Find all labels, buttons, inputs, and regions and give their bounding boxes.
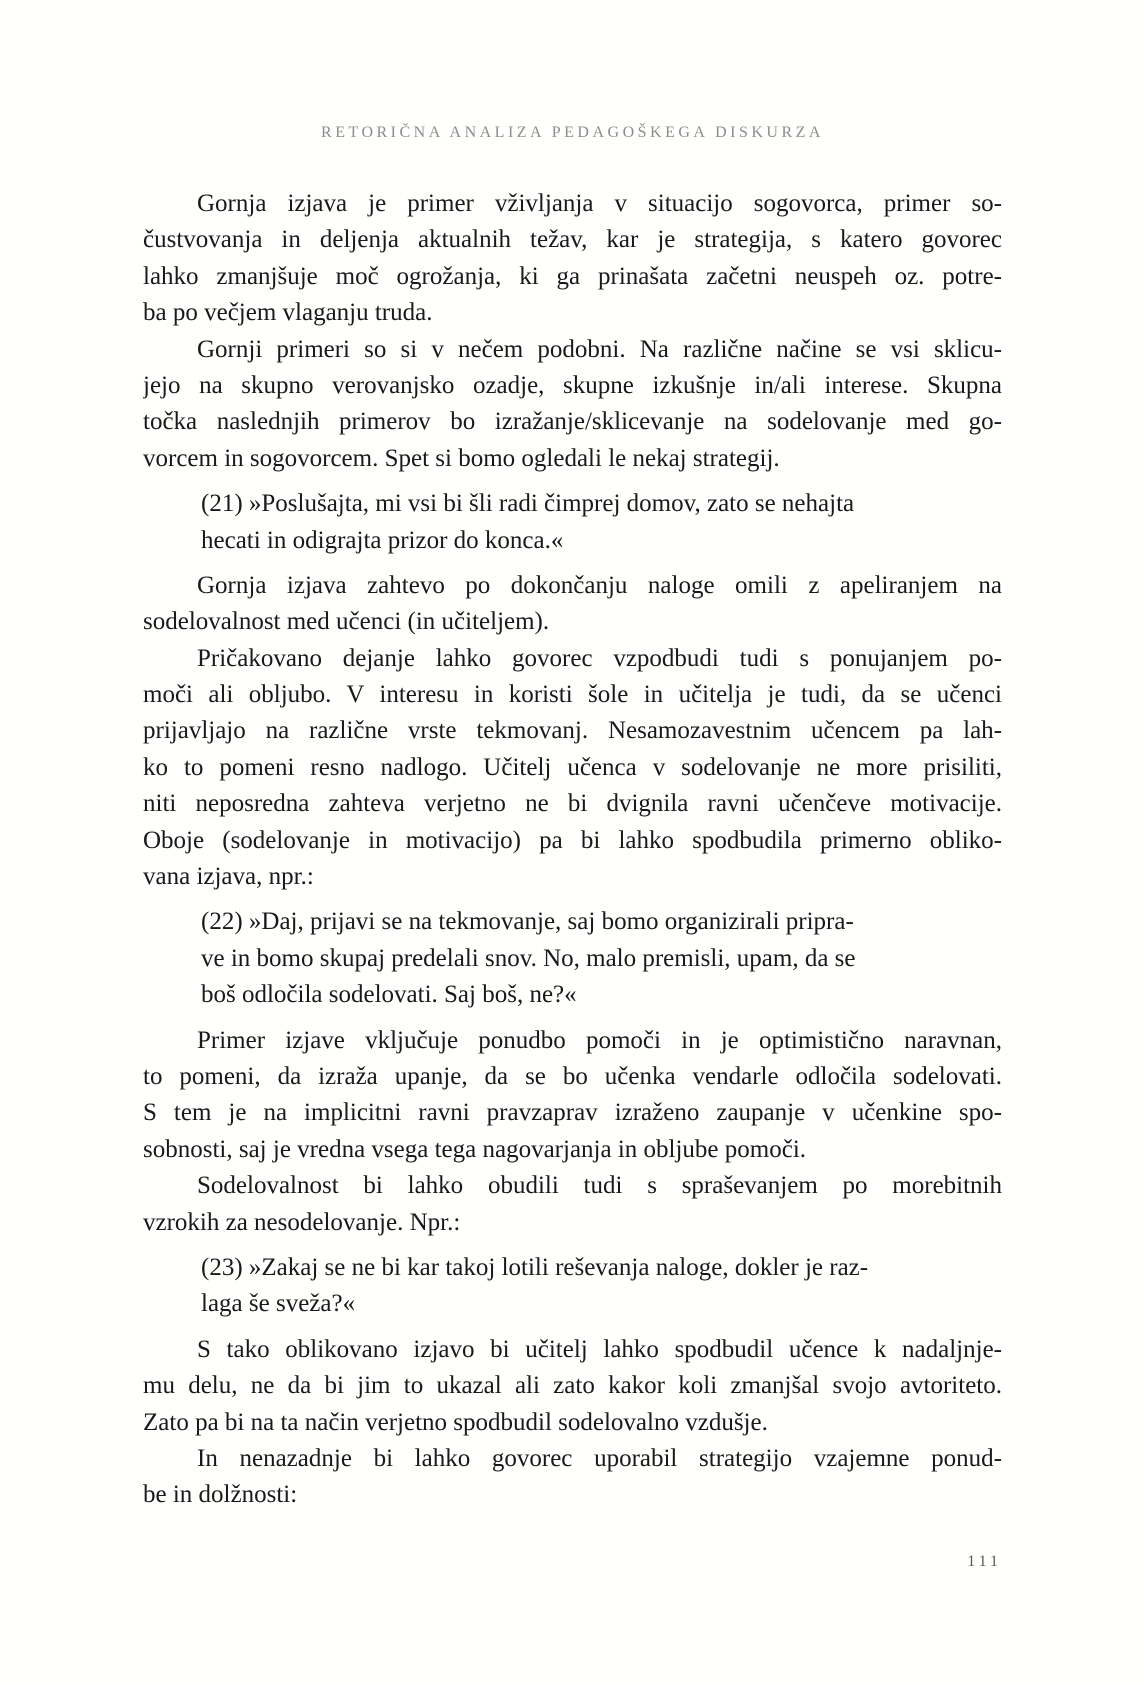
- paragraph: [143, 332, 1002, 478]
- block-quote: [201, 486, 1002, 559]
- text-line: Primer izjave vključuje ponudbo pomoči in je optimistično naravnan,: [197, 1026, 1002, 1054]
- text-block: [143, 186, 1002, 1514]
- paragraph: [143, 1441, 1002, 1514]
- text-line: In nenazadnje bi lahko govorec uporabil strategijo vzajemne ponud-: [197, 1444, 1002, 1472]
- paragraph: [143, 1332, 1002, 1441]
- text-line: hecati in odigrajta prizor do konca.«: [201, 526, 564, 554]
- text-line: vorcem in sogovorcem. Spet si bomo ogledali le nekaj strategij.: [143, 444, 780, 472]
- text-line: S tem je na implicitni ravni pravzaprav izraženo zaupanje v učenkine spo-: [143, 1099, 1002, 1127]
- text-line: ko to pomeni resno nadlogo. Učitelj učenca v sodelovanje ne more prisiliti,: [143, 753, 1002, 781]
- text-line: S tako oblikovano izjavo bi učitelj lahko spodbudil učence k nadaljnje-: [197, 1335, 1002, 1363]
- text-line: (21) »Poslušajta, mi vsi bi šli radi čimprej domov, zato se nehajta: [201, 490, 855, 518]
- text-line: vana izjava, npr.:: [143, 863, 314, 891]
- text-line: (22) »Daj, prijavi se na tekmovanje, saj bomo organizirali pripra-: [201, 908, 854, 936]
- text-line: čustvovanja in deljenja aktualnih težav, kar je strategija, s katero govorec: [143, 226, 1002, 254]
- paragraph: [143, 1168, 1002, 1241]
- page-number: 111: [967, 1553, 1002, 1570]
- text-line: Zato pa bi na ta način verjetno spodbudil sodelovalno vzdušje.: [143, 1408, 768, 1436]
- paragraph: [143, 641, 1002, 896]
- text-line: Pričakovano dejanje lahko govorec vzpodbudi tudi s ponujanjem po-: [197, 644, 1002, 672]
- text-line: be in dolžnosti:: [143, 1481, 298, 1509]
- text-line: jejo na skupno verovanjsko ozadje, skupne izkušnje in/ali interese. Skupna: [143, 371, 1002, 399]
- paragraph: [143, 186, 1002, 332]
- paragraph: [143, 1023, 1002, 1169]
- block-quote: [201, 904, 1002, 1013]
- text-line: ba po večjem vlaganju truda.: [143, 299, 433, 327]
- text-line: točka naslednjih primerov bo izražanje/sklicevanje na sodelovanje med go-: [143, 408, 1002, 436]
- text-line: Oboje (sodelovanje in motivacijo) pa bi lahko spodbudila primerno obliko-: [143, 826, 1002, 854]
- text-line: sobnosti, saj je vredna vsega tega nagovarjanja in obljube pomoči.: [143, 1135, 807, 1163]
- text-line: (23) »Zakaj se ne bi kar takoj lotili reševanja naloge, dokler je raz-: [201, 1253, 869, 1281]
- text-line: vzrokih za nesodelovanje. Npr.:: [143, 1208, 461, 1236]
- text-line: mu delu, ne da bi jim to ukazal ali zato kakor koli zmanjšal svojo avtoriteto.: [143, 1372, 1002, 1400]
- text-line: laga še sveža?«: [201, 1290, 356, 1318]
- text-line: lahko zmanjšuje moč ogrožanja, ki ga prinašata začetni neuspeh oz. potre-: [143, 262, 1002, 290]
- text-line: niti neposredna zahteva verjetno ne bi dvignila ravni učenčeve motivacije.: [143, 790, 1002, 818]
- running-head: RETORIČNA ANALIZA PEDAGOŠKEGA DISKURZA: [321, 124, 824, 141]
- text-line: Sodelovalnost bi lahko obudili tudi s spraševanjem po morebitnih: [197, 1172, 1002, 1200]
- paragraph: [143, 568, 1002, 641]
- text-line: moči ali obljubo. V interesu in koristi šole in učitelja je tudi, da se učenci: [143, 681, 1002, 709]
- text-line: Gornja izjava je primer vživljanja v situacijo sogovorca, primer so-: [197, 190, 1002, 217]
- text-line: prijavljajo na različne vrste tekmovanj. Nesamozavestnim učencem pa lah-: [143, 717, 1002, 745]
- text-line: boš odločila sodelovati. Saj boš, ne?«: [201, 981, 577, 1009]
- text-line: to pomeni, da izraža upanje, da se bo učenka vendarle odločila sodelovati.: [143, 1062, 1002, 1090]
- block-quote: [201, 1250, 1002, 1323]
- text-line: sodelovalnost med učenci (in učiteljem).: [143, 608, 550, 636]
- text-line: Gornji primeri so si v nečem podobni. Na različne načine se vsi sklicu-: [197, 335, 1002, 363]
- text-line: Gornja izjava zahtevo po dokončanju naloge omili z apeliranjem na: [197, 571, 1002, 599]
- text-line: ve in bomo skupaj predelali snov. No, malo premisli, upam, da se: [201, 944, 856, 972]
